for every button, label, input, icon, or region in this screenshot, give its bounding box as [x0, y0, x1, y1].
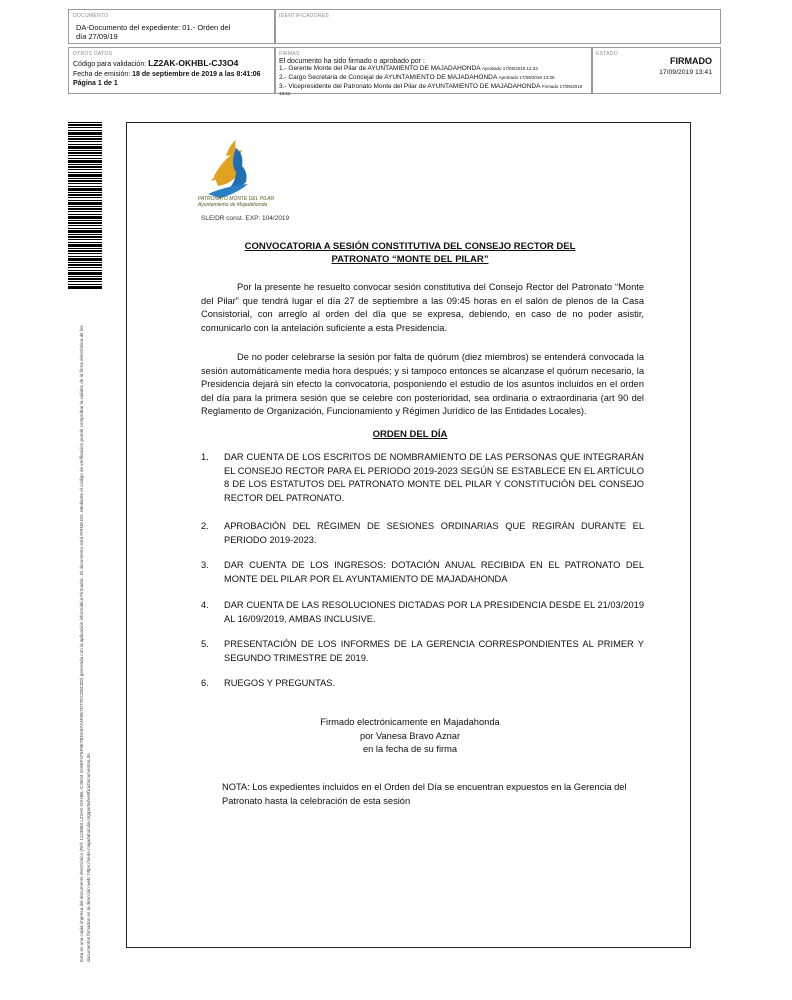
- orden-del-dia-title: ORDEN DEL DÍA: [372, 429, 448, 440]
- document-title: [180, 240, 640, 266]
- agenda-item-6: [201, 677, 644, 691]
- signature-block: [300, 716, 520, 757]
- identificadores-box: [275, 9, 721, 44]
- signature-line-3: en la fecha de su firma: [362, 744, 458, 754]
- paragraph-quorum: De no poder celebrarse la sesión por falta de quórum (diez miembros) se entenderá convocada la sesión automáticamente media hora después; y si tampoco entonces se alcanzase el quórum necesario, la Presidencia dejará sin efecto la convocatoria, posponiendo el estudio de los asuntos incluidos en el orden del día para la primera sesión que se celebre con posterioridad, sea ordinaria o extraordinaria (art 90 del Reglamento de Organización, Funcionamiento y Régimen Jurídico de las Entidades Locales).: [201, 352, 644, 416]
- agenda-item-text: DAR CUENTA DE LAS RESOLUCIONES DICTADAS POR LA PRESIDENCIA DESDE EL 21/03/2019 AL 16/09/2019, AMBAS INCLUSIVE.: [224, 600, 644, 624]
- agenda-item-1: [201, 451, 644, 505]
- estado-date: 17/09/2019 13:41: [659, 69, 712, 76]
- agenda-item-text: APROBACIÓN DEL RÉGIMEN DE SESIONES ORDINARIAS QUE REGIRÁN DURANTE EL PERIODO 2019-2023.: [224, 521, 644, 545]
- pagina: Página 1 de 1: [73, 80, 118, 87]
- firma-3-date: Firmado 17/09/2019 13:41: [279, 84, 583, 96]
- agenda-item-5: [201, 638, 644, 665]
- logo-text-line-2: Ayuntamiento de Majadahonda: [198, 202, 268, 208]
- agenda-item-number: 6.: [201, 678, 209, 688]
- firmas-label: FIRMAS: [279, 51, 300, 57]
- agenda-item-number: 2.: [201, 521, 209, 531]
- agenda-item-number: 5.: [201, 639, 209, 649]
- title-line-1: CONVOCATORIA A SESIÓN CONSTITUTIVA DEL CONSEJO RECTOR DEL: [244, 241, 576, 252]
- codigo-label: Código para validación:: [73, 61, 147, 68]
- agenda-item-number: 4.: [201, 600, 209, 610]
- nota: NOTA: Los expedientes incluidos en el Orden del Día se encuentran expuestos en la Gerencia del Patronato hasta la celebración de esta sesión: [222, 782, 627, 806]
- agenda-item-2: [201, 520, 644, 547]
- otros-datos-label: OTROS DATOS: [73, 51, 113, 57]
- logo-text: [198, 196, 274, 208]
- paragraph-convocatoria: Por la presente he resuelto convocar sesión constitutiva del Consejo Rector del Patronato “Monte del Pilar” que tendrá lugar el día 27 de septiembre a las 09:45 horas en el salón de plenos de la Casa Consistorial, con arreglo al orden del día que se expresa, debiendo, en caso de no poder asistir, comunicarlo con la antelación suficiente a esta Presidencia.: [201, 282, 644, 333]
- codigo-value: LZ2AK-OKHBL-CJ3O4: [148, 58, 239, 68]
- firma-1-text: 1.- Gerente Monte del Pilar de AYUNTAMIENTO DE MAJADAHONDA: [279, 65, 481, 72]
- firma-2: [279, 74, 554, 82]
- documento-label: DOCUMENTO: [73, 13, 109, 19]
- logo-text-line-1: PATRONATO MONTE DEL PILAR: [198, 196, 275, 202]
- firma-3: [279, 83, 589, 97]
- signature-line-2: por Vanesa Bravo Aznar: [359, 730, 461, 741]
- agenda-item-text: PRESENTACIÓN DE LOS INFORMES DE LA GERENCIA CORRESPONDIENTES AL PRIMER Y SEGUNDO TRIMESTRE DE 2019.: [224, 639, 644, 663]
- firma-1: [279, 65, 538, 73]
- agenda-item-text: DAR CUENTA DE LOS INGRESOS: DOTACIÓN ANUAL RECIBIDA EN EL PATRONATO DEL MONTE DEL PILAR POR EL AYUNTAMIENTO DE MAJADAHONDA: [224, 560, 644, 584]
- identificadores-label: IDENTIFICADORES: [279, 13, 330, 19]
- signature-line-1: Firmado electrónicamente en Majadahonda: [320, 717, 500, 727]
- fecha-label: Fecha de emisión:: [73, 71, 131, 78]
- reference-code: SLE/DR const. EXP: 104/2019: [201, 215, 290, 222]
- fecha-value: 18 de septiembre de 2019 a las 8:41:06: [132, 71, 261, 78]
- agenda-item-number: 3.: [201, 560, 209, 570]
- title-line-2: PATRONATO “MONTE DEL PILAR”: [331, 254, 489, 265]
- firma-2-date: Aprobado 17/09/2019 13:38: [498, 75, 555, 80]
- agenda-item-text: DAR CUENTA DE LOS ESCRITOS DE NOMBRAMIENTO DE LAS PERSONAS QUE INTEGRARÁN EL CONSEJO RECTOR PARA EL PERIODO 2019-2023 SEGÚN SE ESTABLECE EN EL ARTÍCULO 8 DE LOS ESTATUTOS DEL PATRONATO MONTE DEL PILAR Y CONSTITUCIÓN DEL CONSEJO RECTOR DEL PATRONATO.: [224, 452, 644, 503]
- documento-value: DA-Documento del expediente: 01.- Orden del día 27/09/19: [76, 23, 231, 41]
- agenda-item-4: [201, 599, 644, 626]
- firmas-intro: El documento ha sido firmado o aprobado por :: [279, 58, 425, 65]
- codigo-validacion: [73, 59, 273, 69]
- verification-side-text: Esta es una copia impresa del documento electrónico (Ref: 1123963 LZ2AK-OKHBL-CJ3O4 2A6EF1F6F9E7BDA87A4F8E7D77DCD8C8D) generada con la aplicación informática Firmadoc. El documento está FIRMADO. Mediante el código de verificación puede comprobar la validez de la firma electrónica de los documentos firmados en la dirección web: https://sede.majadahonda.org/portal/verificaDocumentos.do: [79, 325, 91, 962]
- barcode: [68, 122, 102, 290]
- agenda-item-3: [201, 559, 644, 586]
- agenda-item-text: RUEGOS Y PREGUNTAS.: [224, 678, 336, 688]
- agenda-item-number: 1.: [201, 452, 209, 462]
- estado-label: ESTADO: [596, 51, 618, 57]
- firma-3-text: 3.- Vicepresidente del Patronato Monte del Pilar de AYUNTAMIENTO DE MAJADAHONDA: [279, 83, 541, 90]
- estado-value: FIRMADO: [670, 56, 712, 66]
- firma-1-date: Aprobado 17/09/2019 12:34: [482, 66, 538, 71]
- firma-2-text: 2.- Cargo Secretaria de Concejal de AYUNTAMIENTO DE MAJADAHONDA: [279, 74, 497, 81]
- fecha-emision: [73, 70, 273, 79]
